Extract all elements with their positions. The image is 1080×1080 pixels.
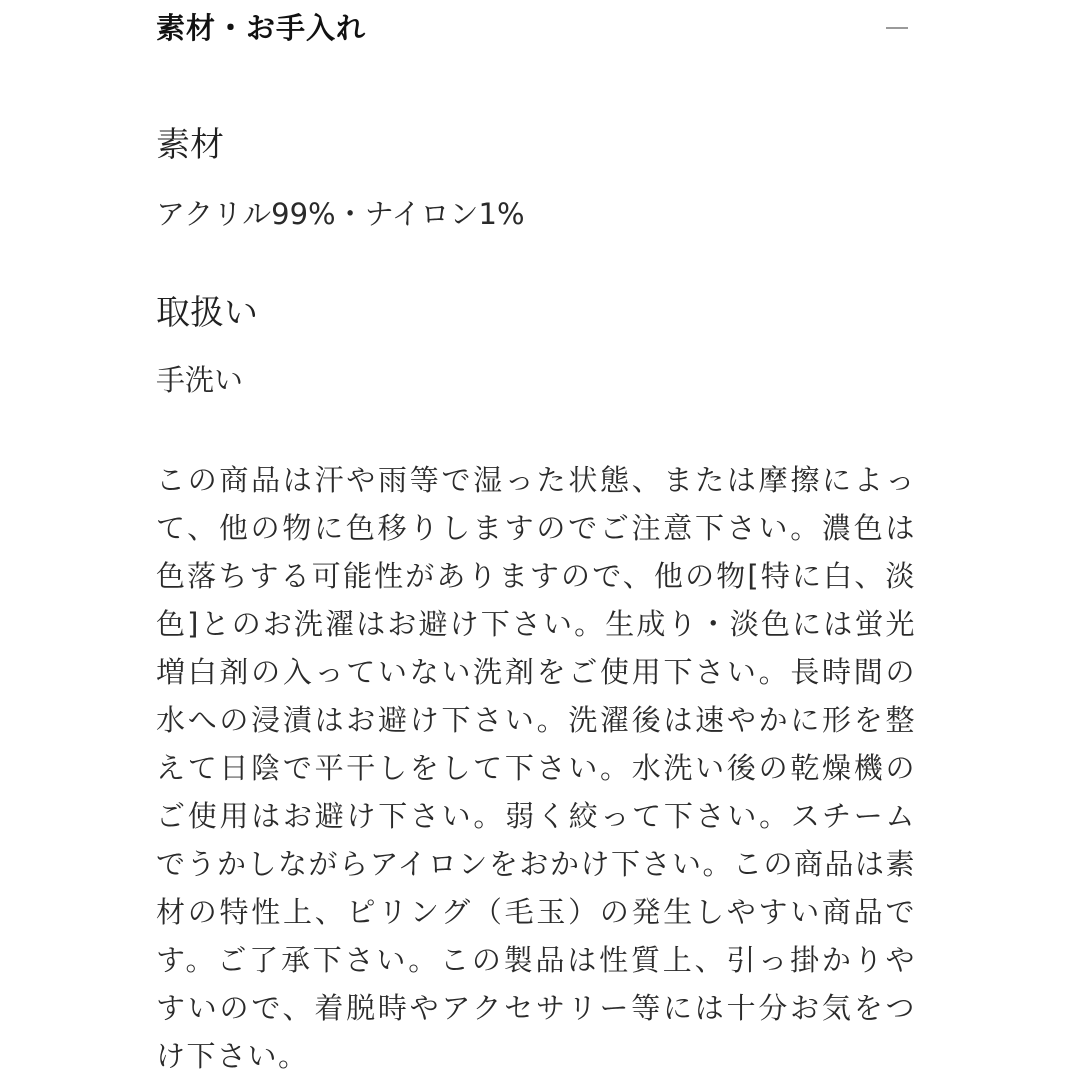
care-heading: 取扱い bbox=[156, 293, 258, 333]
material-value: アクリル99%・ナイロン1% bbox=[156, 197, 525, 231]
accordion-header[interactable] bbox=[156, 0, 912, 56]
minus-icon[interactable] bbox=[884, 15, 910, 41]
minus-icon-bar bbox=[886, 27, 908, 29]
material-heading: 素材 bbox=[156, 125, 224, 165]
accordion-title: 素材・お手入れ bbox=[156, 10, 367, 45]
care-value: 手洗い bbox=[156, 363, 244, 397]
care-notes: この商品は汗や雨等で湿った状態、または摩擦によって、他の物に色移りしますのでご注意下さい。濃色は色落ちする可能性がありますので、他の物[特に白、淡色]とのお洗濯はお避け下さい。生成り・淡色には蛍光増白剤の入っていない洗剤をご使用下さい。長時間の水への浸漬はお避け下さい。洗濯後は速やかに形を整えて日陰で平干しをして下さい。水洗い後の乾燥機のご使用はお避け下さい。弱く絞って下さい。スチームでうかしながらアイロンをおかけ下さい。この商品は素材の特性上、ピリング（毛玉）の発生しやすい商品です。ご了承下さい。この製品は性質上、引っ掛かりやすいので、着脱時やアクセサリー等には十分お気をつけ下さい。 bbox=[156, 463, 916, 1073]
